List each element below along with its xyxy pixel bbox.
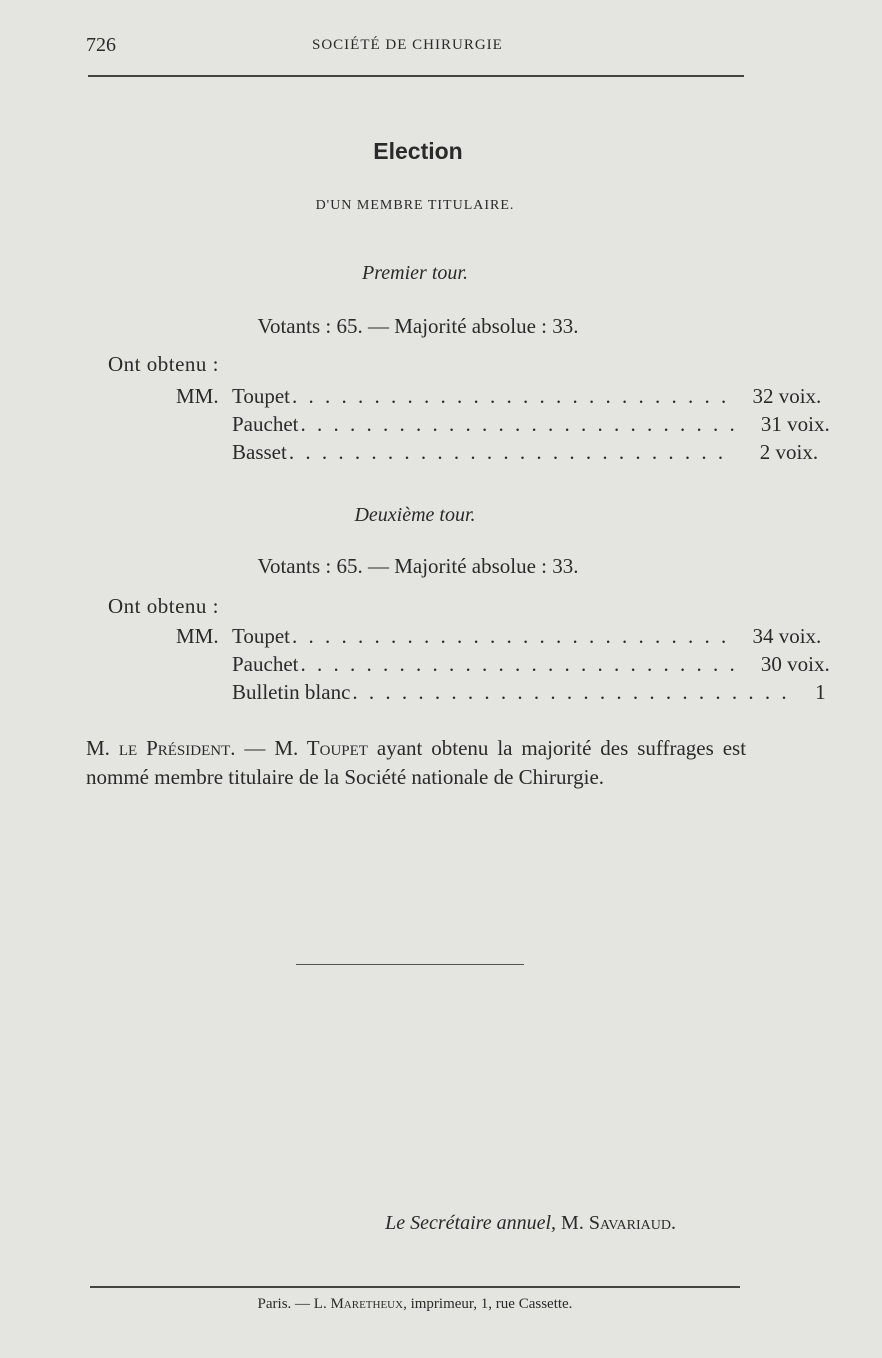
vote-count: 32 voix. bbox=[752, 384, 822, 408]
round-1-result-row bbox=[176, 412, 830, 440]
round-1-title: Premier tour. bbox=[362, 262, 468, 284]
section-title: Election bbox=[373, 138, 463, 164]
result-prefix: MM. bbox=[176, 384, 219, 408]
dot-leader: . . . . . . . . . . . . . . . . . . . . . . . . . . . bbox=[300, 652, 738, 676]
candidate-name: Toupet bbox=[232, 384, 291, 408]
announcement-paragraph bbox=[86, 734, 746, 792]
section-subtitle: D'UN MEMBRE TITULAIRE. bbox=[315, 198, 515, 213]
announcement-name: M. Toupet bbox=[274, 736, 368, 760]
header-rule bbox=[88, 75, 744, 77]
round-1-result-row bbox=[176, 440, 819, 468]
candidate-name: Pauchet bbox=[232, 412, 299, 436]
imprint-printer: L. Maretheux, bbox=[313, 1296, 407, 1312]
round-1-obtenu-label: Ont obtenu : bbox=[108, 352, 219, 376]
candidate-name: Toupet bbox=[232, 624, 291, 648]
round-1-votes-line: Votants : 65. — Majorité absolue : 33. bbox=[257, 314, 579, 338]
round-2-result-row bbox=[176, 652, 830, 680]
candidate-name: Pauchet bbox=[232, 652, 299, 676]
signature-role: Le Secrétaire annuel, bbox=[385, 1212, 557, 1234]
vote-count: 30 voix. bbox=[760, 652, 830, 676]
vote-count: 1 bbox=[815, 680, 826, 704]
imprint-line bbox=[0, 1296, 830, 1313]
result-prefix: MM. bbox=[176, 624, 219, 648]
vote-count: 2 voix. bbox=[759, 440, 819, 464]
announcement-text: ayant obtenu la majorité des suffrages est nommé membre titulaire de la Société nationale de Chirurgie. bbox=[86, 736, 747, 789]
round-2-result-row bbox=[176, 680, 826, 708]
imprint-address: imprimeur, 1, rue Cassette. bbox=[410, 1296, 573, 1312]
round-1-result-row bbox=[176, 384, 822, 412]
dot-leader: . . . . . . . . . . . . . . . . . . . . . . . . . . . bbox=[288, 440, 727, 464]
dot-leader: . . . . . . . . . . . . . . . . . . . . . . . . . . . bbox=[292, 384, 730, 408]
footer-rule bbox=[90, 1286, 740, 1288]
candidate-name: Basset bbox=[232, 440, 287, 464]
announcement-speaker: M. le Président. bbox=[86, 736, 236, 760]
vote-count: 31 voix. bbox=[760, 412, 830, 436]
dot-leader: . . . . . . . . . . . . . . . . . . . . . . . . . . . bbox=[292, 624, 730, 648]
imprint-city: Paris. bbox=[257, 1296, 292, 1312]
imprint-dash: — bbox=[295, 1296, 311, 1312]
round-2-result-row bbox=[176, 624, 822, 652]
section-divider bbox=[296, 964, 524, 965]
vote-count: 34 voix. bbox=[752, 624, 822, 648]
page-number: 726 bbox=[86, 34, 116, 56]
signature bbox=[385, 1212, 676, 1235]
round-2-votes-line: Votants : 65. — Majorité absolue : 33. bbox=[257, 554, 579, 578]
running-title: SOCIÉTÉ DE CHIRURGIE bbox=[312, 37, 503, 53]
dot-leader: . . . . . . . . . . . . . . . . . . . . . . . . . . . bbox=[352, 680, 790, 704]
round-2-obtenu-label: Ont obtenu : bbox=[108, 594, 219, 618]
candidate-name: Bulletin blanc bbox=[232, 680, 351, 704]
signature-name: M. Savariaud. bbox=[561, 1212, 676, 1234]
dot-leader: . . . . . . . . . . . . . . . . . . . . . . . . . . . bbox=[300, 412, 738, 436]
round-2-title: Deuxième tour. bbox=[354, 504, 476, 526]
announcement-dash: — bbox=[244, 736, 266, 760]
